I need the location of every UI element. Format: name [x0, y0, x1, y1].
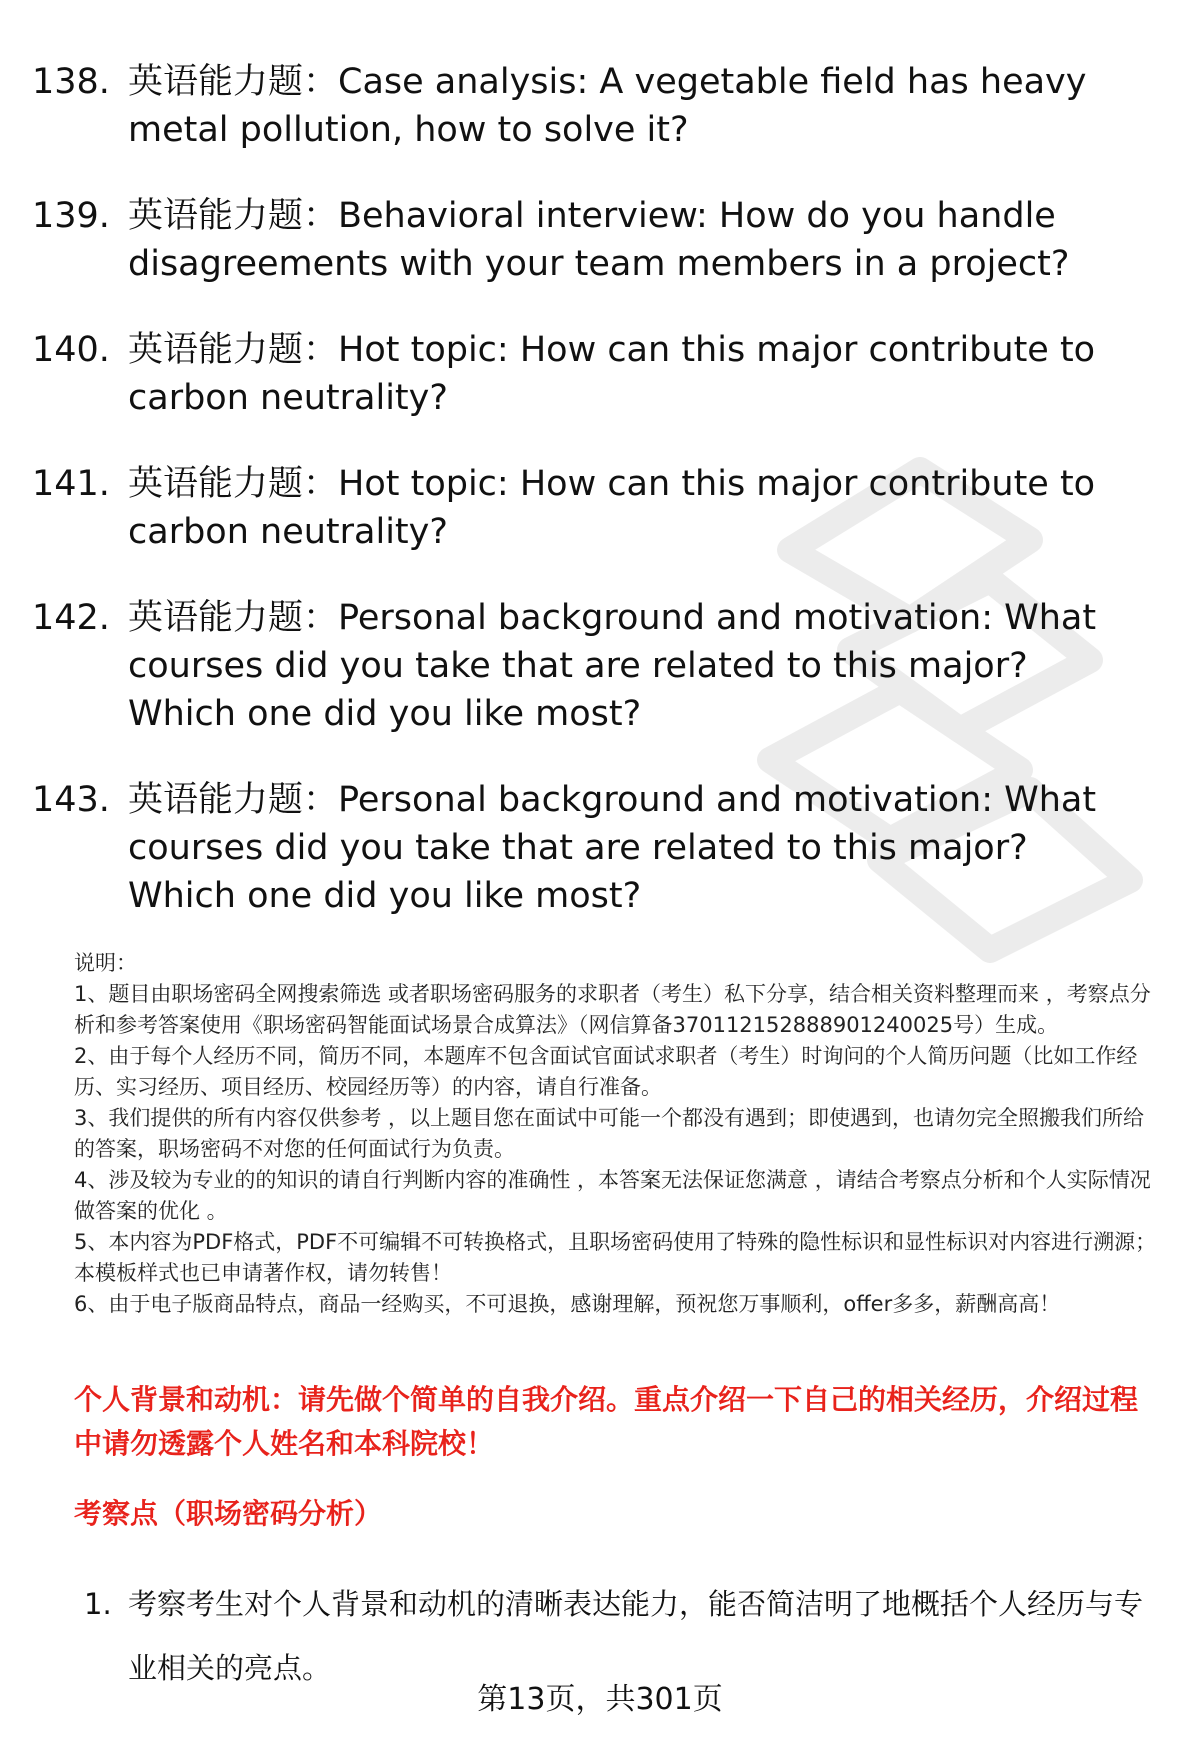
- question-body: [128, 776, 1142, 920]
- question-number: 139.: [32, 196, 110, 236]
- question-body: [128, 594, 1142, 738]
- note-item: 6、由于电子版商品特点，商品一经购买，不可退换，感谢理解，预祝您万事顺利，offer多多，薪酬高高！: [74, 1292, 1061, 1316]
- question-text: Hot topic: How can this major contribute to carbon neutrality?: [128, 464, 1096, 552]
- analysis-heading: 考察点（职场密码分析）: [74, 1497, 383, 1530]
- note-item: 5、本内容为PDF格式，PDF不可编辑不可转换格式，且职场密码使用了特殊的隐性标识和显性标识对内容进行溯源；本模板样式也已申请著作权，请勿转售！: [74, 1230, 1157, 1285]
- analysis-number: 1.: [84, 1587, 112, 1621]
- page-footer: 第13页，共301页: [477, 1682, 723, 1717]
- question-category: 英语能力题：: [128, 598, 339, 638]
- question-item: [32, 460, 1142, 556]
- question-item: [32, 776, 1142, 920]
- question-body: [128, 58, 1142, 154]
- question-body: [128, 326, 1142, 422]
- analysis-text: 考察考生对个人背景和动机的清晰表达能力，能否简洁明了地概括个人经历与专业相关的亮点。: [128, 1587, 1144, 1685]
- question-item: [32, 58, 1142, 154]
- notes-title: 说明：: [74, 951, 137, 975]
- question-category: 英语能力题：: [128, 464, 339, 504]
- question-item: [32, 594, 1142, 738]
- question-category: 英语能力题：: [128, 196, 339, 236]
- question-number: 140.: [32, 330, 110, 370]
- question-text: Behavioral interview: How do you handle disagreements with your team members in a project?: [128, 196, 1070, 284]
- question-item: [32, 326, 1142, 422]
- question-body: [128, 192, 1142, 288]
- question-number: 138.: [32, 62, 110, 102]
- question-body: [128, 460, 1142, 556]
- question-number: 141.: [32, 464, 110, 504]
- note-item: 3、我们提供的所有内容仅供参考 ，以上题目您在面试中可能一个都没有遇到；即使遇到，也请勿完全照搬我们所给的答案，职场密码不对您的任何面试行为负责。: [74, 1106, 1145, 1161]
- question-text: Personal background and motivation: What courses did you take that are related to this major? Which one did you like most?: [128, 598, 1097, 734]
- question-text: Hot topic: How can this major contribute to carbon neutrality?: [128, 330, 1096, 418]
- note-item: 4、涉及较为专业的的知识的请自行判断内容的准确性 ，本答案无法保证您满意 ，请结合考察点分析和个人实际情况做答案的优化 。: [74, 1168, 1151, 1223]
- question-text: Case analysis: A vegetable field has heavy metal pollution, how to solve it?: [128, 62, 1087, 150]
- question-text: Personal background and motivation: What courses did you take that are related to this major? Which one did you like most?: [128, 780, 1097, 916]
- question-number: 143.: [32, 780, 110, 820]
- current-question-heading: 个人背景和动机：请先做个简单的自我介绍。重点介绍一下自己的相关经历，介绍过程中请勿透露个人姓名和本科院校！: [74, 1383, 1139, 1460]
- question-category: 英语能力题：: [128, 62, 339, 102]
- question-number: 142.: [32, 598, 110, 638]
- note-item: 1、题目由职场密码全网搜索筛选 或者职场密码服务的求职者（考生）私下分享，结合相关资料整理而来 ，考察点分析和参考答案使用《职场密码智能面试场景合成算法》（网信算备370112152888901240025号）生成。: [74, 982, 1151, 1037]
- question-list: [32, 58, 1142, 958]
- disclaimer-notes: [74, 948, 1162, 1320]
- question-item: [32, 192, 1142, 288]
- question-category: 英语能力题：: [128, 780, 339, 820]
- question-category: 英语能力题：: [128, 330, 339, 370]
- note-item: 2、由于每个人经历不同，简历不同，本题库不包含面试官面试求职者（考生）时询问的个人简历问题（比如工作经历、实习经历、项目经历、校园经历等）的内容，请自行准备。: [74, 1044, 1138, 1099]
